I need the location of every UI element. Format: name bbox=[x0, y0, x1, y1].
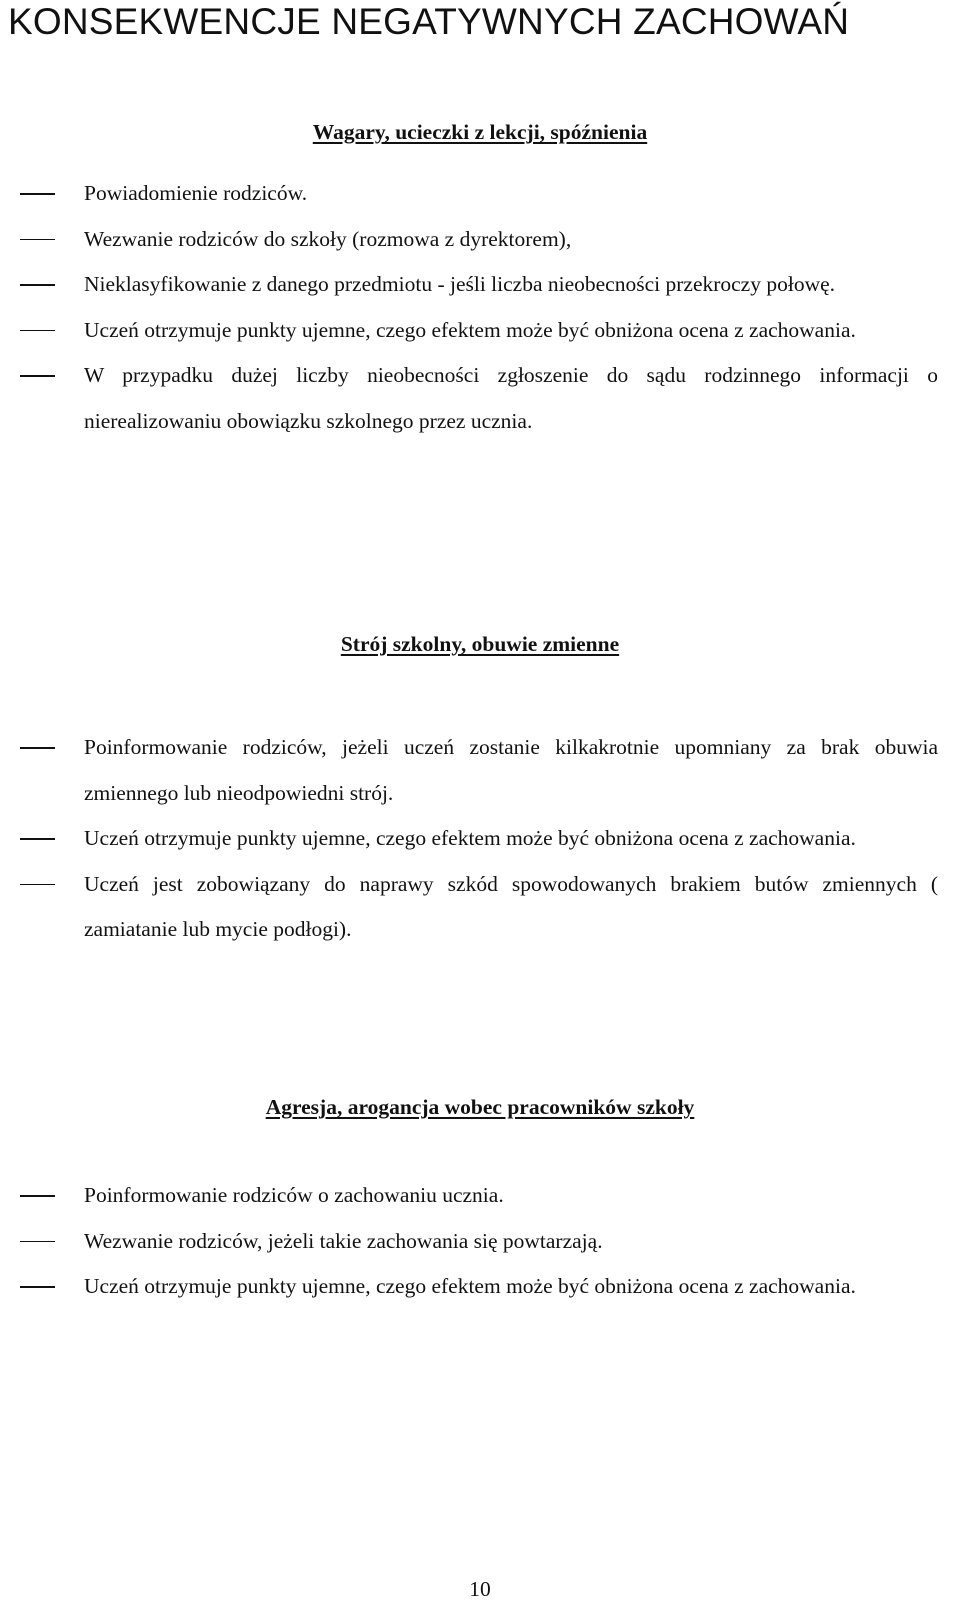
list-item-text: Powiadomienie rodziców. bbox=[84, 181, 308, 205]
list-item-text: Uczeń otrzymuje punkty ujemne, czego efektem może być obniżona ocena z zachowania. bbox=[84, 317, 856, 342]
list-item bbox=[0, 1219, 960, 1265]
dash-bullet-icon bbox=[20, 330, 55, 332]
attire-consequences-list bbox=[0, 725, 960, 953]
dash-bullet-icon bbox=[20, 838, 55, 840]
list-item-text: Uczeń otrzymuje punkty ujemne, czego efektem może być obniżona ocena z zachowania. bbox=[84, 826, 856, 850]
list-item-text: Uczeń otrzymuje punkty ujemne, czego efektem może być obniżona ocena z zachowania. bbox=[84, 1274, 856, 1298]
list-item bbox=[0, 217, 960, 263]
list-item-text: Uczeń jest zobowiązany do naprawy szkód spowodowanych brakiem butów zmiennych ( zamiatanie lub mycie podłogi). bbox=[84, 871, 938, 941]
list-item bbox=[0, 725, 960, 816]
section-heading-school-attire: Strój szkolny, obuwie zmienne bbox=[340, 632, 620, 656]
list-item bbox=[0, 816, 960, 862]
dash-bullet-icon bbox=[20, 375, 55, 377]
list-item bbox=[0, 862, 960, 953]
page-title: KONSEKWENCJE NEGATYWNYCH ZACHOWAŃ bbox=[8, 1, 850, 42]
list-item-text: Wezwanie rodziców, jeżeli takie zachowania się powtarzają. bbox=[84, 1228, 603, 1253]
dash-bullet-icon bbox=[20, 239, 55, 241]
dash-bullet-icon bbox=[20, 1195, 55, 1197]
aggression-consequences-list bbox=[0, 1173, 960, 1310]
list-item bbox=[0, 1264, 960, 1310]
list-item-text: Poinformowanie rodziców, jeżeli uczeń zostanie kilkakrotnie upomniany za brak obuwia zmiennego lub nieodpowiedni strój. bbox=[84, 735, 938, 805]
list-item bbox=[0, 171, 960, 217]
list-item bbox=[0, 353, 960, 444]
section-heading-truancy: Wagary, ucieczki z lekcji, spóźnienia bbox=[312, 120, 648, 144]
dash-bullet-icon bbox=[20, 747, 55, 749]
list-item-text: Wezwanie rodziców do szkoły (rozmowa z dyrektorem), bbox=[84, 226, 572, 251]
list-item bbox=[0, 1173, 960, 1219]
section-heading-aggression: Agresja, arogancja wobec pracowników szkoły bbox=[265, 1095, 695, 1119]
truancy-consequences-list bbox=[0, 171, 960, 444]
dash-bullet-icon bbox=[20, 1241, 55, 1243]
list-item bbox=[0, 262, 960, 308]
dash-bullet-icon bbox=[20, 193, 55, 195]
dash-bullet-icon bbox=[20, 284, 55, 286]
dash-bullet-icon bbox=[20, 1286, 55, 1288]
dash-bullet-icon bbox=[20, 884, 55, 886]
list-item-text: W przypadku dużej liczby nieobecności zgłoszenie do sądu rodzinnego informacji o nierealizowaniu obowiązku szkolnego przez ucznia. bbox=[84, 363, 938, 433]
list-item-text: Poinformowanie rodziców o zachowaniu ucznia. bbox=[84, 1183, 504, 1207]
list-item bbox=[0, 308, 960, 354]
page-number: 10 bbox=[469, 1577, 491, 1601]
list-item-text: Nieklasyfikowanie z danego przedmiotu - jeśli liczba nieobecności przekroczy połowę. bbox=[84, 272, 836, 296]
